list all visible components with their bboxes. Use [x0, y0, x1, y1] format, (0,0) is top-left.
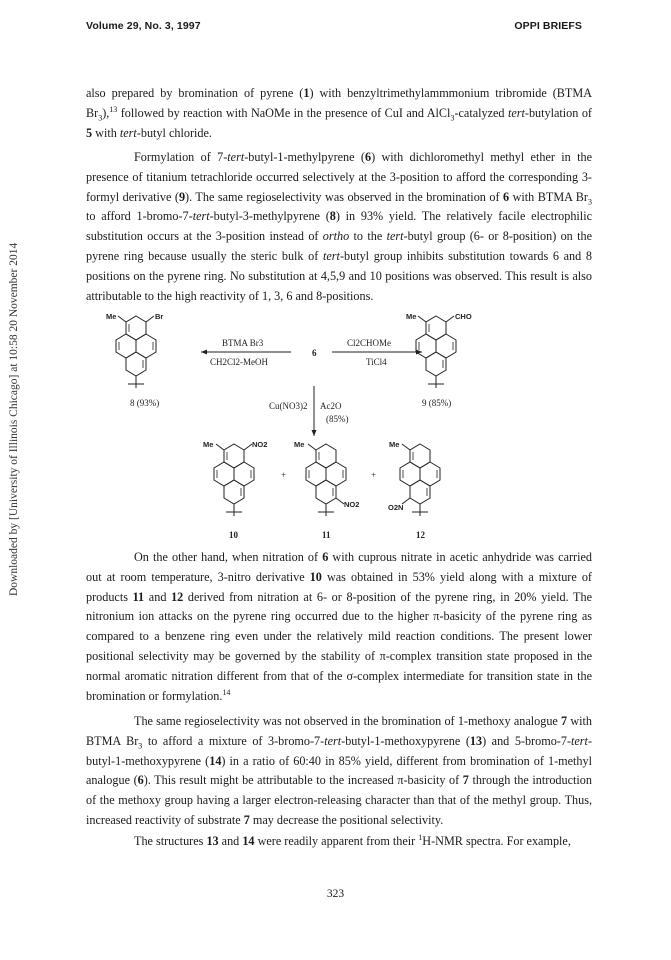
product-12-label: 12: [416, 530, 425, 540]
paragraph-1: also prepared by bromination of pyrene (1) with benzyltrimethylammmonium tribromide (BTMA $Br_3),^{13}$ followed by reaction with NaOMe in the presence of CuI and AlCl$_3$-catalyzed tert-butylation of 5 with tert-butyl chloride.: [86, 86, 593, 140]
me-label: Me: [106, 312, 117, 321]
plus-sign: +: [371, 470, 377, 480]
br-label: Br: [155, 312, 164, 321]
me-label: Me: [203, 440, 214, 449]
no2-label: NO2: [252, 440, 268, 449]
left-reagent-1: BTMA Br3: [222, 338, 264, 348]
running-header-volume: Volume 29, No. 3, 1997: [86, 20, 201, 32]
left-reagent-2: CH2Cl2-MeOH: [210, 357, 268, 367]
paragraph-4: The same regioselectivity was not observed in the bromination of 1-methoxy analogue 7 with BTMA $Br_3$ to afford a mixture of 3-bromo-7-tert-butyl-1-methoxypyrene (13) and 5-bromo-7-tert-butyl-1-methoxypyrene (14) in a ratio of 60:40 in 85% yield, different from bromination of 1-methyl analogue (6). This result might be attributable to the increased π-basicity of 7 through the introduction of the methoxy group having a larger electron-releasing character than that of the methyl group. Thus, increased reactivity of substrate 7 may decrease the positional selectivity.: [86, 714, 593, 827]
page-number: 323: [326, 888, 345, 900]
compound-11-structure: [306, 444, 346, 516]
cho-label: CHO: [455, 312, 472, 321]
paragraph-5: The structures 13 and 14 were readily apparent from their $^1$H-NMR spectra. For example,: [134, 832, 571, 848]
no2-label: NO2: [344, 500, 360, 509]
plus-sign: +: [281, 470, 287, 480]
compound-9-label: 9 (85%): [422, 398, 452, 408]
right-reagent-1: Cl2CHOMe: [347, 338, 392, 348]
down-reagent-2: Ac2O: [320, 401, 342, 411]
compound-8-label: 8 (93%): [130, 398, 160, 408]
compound-12-structure: [400, 444, 440, 516]
paragraph-3: On the other hand, when nitration of 6 with cuprous nitrate in acetic anhydride was carried out at room temperature, 3-nitro derivative 10 was obtained in 53% yield along with a mixture of products 11 and 12 derived from nitration at 6- or 8-position of the pyrene ring, in 20% yield. The nitronium ion attacks on the pyrene ring occurred due to the higher π-basicity of the pyrene ring as compared to a benzene ring even under the relatively mild reaction conditions. The present lower positional selectivity may be governed by the stability of π-complex transition state proposed in the normal aromatic nitration different from that of the σ-complex intermediate for transition state in the bromination or formylation.$^{14}$: [86, 550, 592, 703]
download-watermark: Downloaded by [University of Illinois Chicago] at 10:58 20 November 2014: [8, 242, 20, 596]
down-yield: (85%): [326, 414, 349, 424]
paragraph-2: Formylation of 7-tert-butyl-1-methylpyrene (6) with dichloromethyl methyl ether in the presence of titanium tetrachloride occurred selectively at the 3-position to afford the corresponding 3-formyl derivative (9). The same regioselectivity was observed in the bromination of 6 with BTMA $Br_3$ to afford 1-bromo-7-tert-butyl-3-methylpyrene (8) in 93% yield. The relatively facile electrophilic substitution occurs at the 3-position instead of ortho to the tert-butyl group (6- or 8-position) on the pyrene ring because usually the steric bulk of tert-butyl group inhibits substitution towards 6 and 8 positions on the pyrene ring. No substitution at 4,5,9 and 10 positions was observed. This result is also attributable to the high reactivity of 1, 3, 6 and 8-positions.: [86, 150, 592, 303]
right-reagent-2: TiCl4: [366, 357, 387, 367]
me-label: Me: [389, 440, 400, 449]
down-reagent-1: Cu(NO3)2: [269, 401, 308, 411]
reaction-scheme: [86, 310, 592, 546]
compound-8-structure: [116, 316, 156, 388]
compound-6-label: 6: [312, 348, 317, 358]
me-label: Me: [294, 440, 305, 449]
o2n-label: O2N: [388, 503, 404, 512]
product-10-label: 10: [229, 530, 238, 540]
product-11-label: 11: [322, 530, 331, 540]
compound-10-structure: [214, 444, 254, 516]
running-header-section: OPPI BRIEFS: [514, 20, 582, 32]
me-label: Me: [406, 312, 417, 321]
